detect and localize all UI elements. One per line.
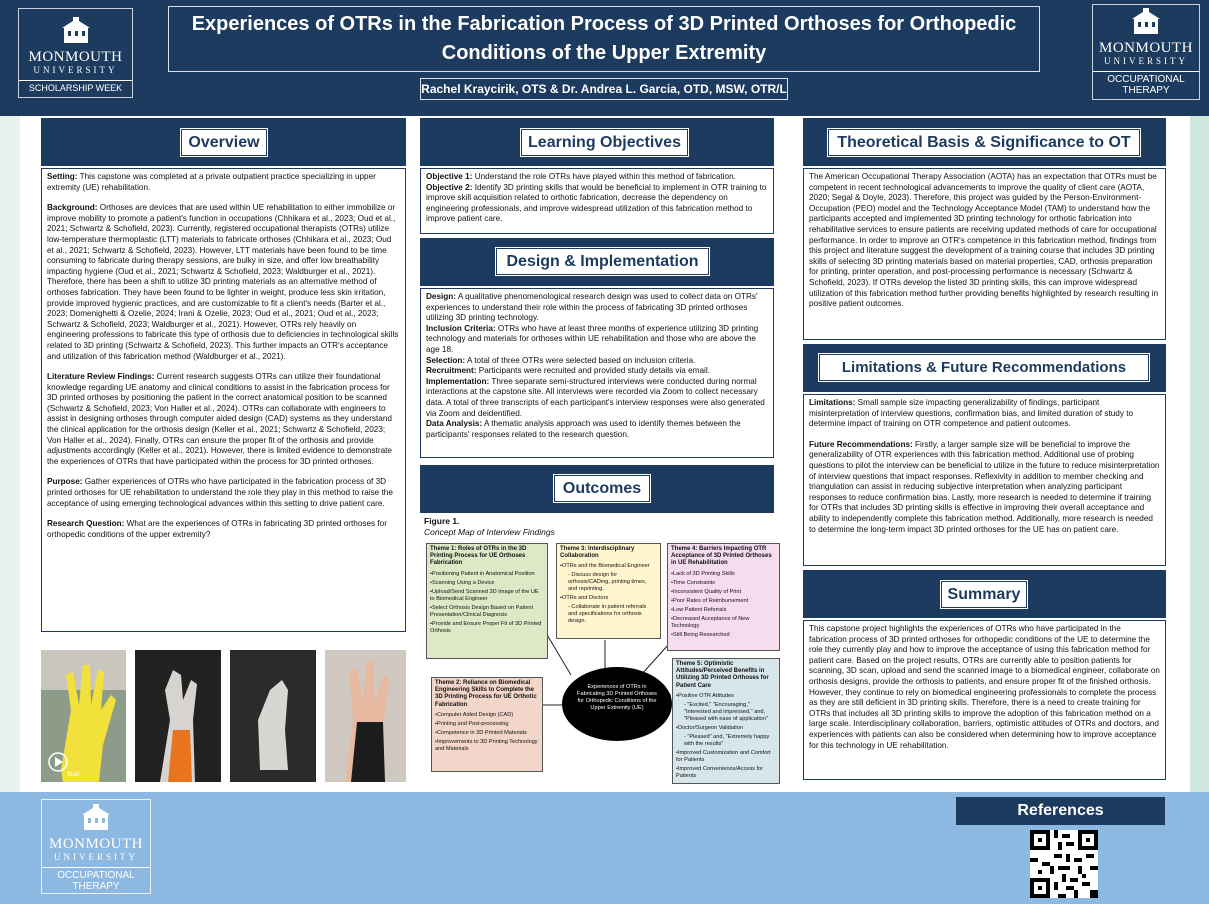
logo-tag [1093, 71, 1199, 96]
theme-4-item: • Inconsistent Quality of Print [671, 589, 776, 596]
theme-1-box [426, 543, 548, 659]
theme-1-item: • Positioning Patient in Anatomical Position [430, 571, 544, 578]
logo-sub: UNIVERSITY [33, 65, 118, 75]
theme-4-item: • Poor Rates of Reimbursement [671, 598, 776, 605]
theme-5-subitem: - "Pleased" and, "Extremely happy with the results" [676, 734, 776, 748]
future-recs-value: Firstly, a larger sample size will be beneficial to improve the generalizability of OTR experiences with this fabrication method. Additional use of probing questions to pilot the interview can be beneficial to utilize in the future to reduce misinterpretation of interview questions that impact responses. Reflexivity in addition to member checking and triangulation can assist in reducing subjective interpretation when analyzing participant responses to reduce confirmation bias. Lastly, more research is needed to determine if training for OTRs that includes 3D printing skills is effective in improving their overall acceptance and ability to independently complete this fabrication method. Additionally, more research is needed to determine the long-term impact 3D printed orthoses for the UE has on patient care. [809, 439, 1160, 534]
limitations-value: Small sample size impacting generalizability of findings, participant misinterpretation of interview questions, confirmation bias, and limited duration of study to determine impact of training on OTR competence and patient outcomes. [809, 398, 1134, 429]
theme-1-item: • Scanning Using a Device [430, 580, 544, 587]
limitations-heading-bar [803, 344, 1166, 392]
theory-heading: Theoretical Basis & Significance to OT [828, 129, 1140, 156]
logo-sub: UNIVERSITY [1104, 56, 1188, 66]
outcomes-heading-bar [420, 465, 774, 513]
overview-heading: Overview [181, 129, 267, 156]
lit-review-label: Literature Review Findings: [47, 372, 155, 382]
theme-1-title: Theme 1: Roles of OTRs in the 3D Printing Process for UE Orthoses Fabrication [430, 546, 527, 567]
summary-heading: Summary [941, 581, 1027, 608]
concept-map-center: Experiences of OTRs in Fabricating 3D Printed Orthoses for Orthopedic Conditions of the Upper Extremity (UE) [562, 667, 672, 741]
theme-3-box [556, 543, 661, 639]
theme-3-subitem: - Discuss design for orthosis/CADing, printing times, and reprinting. [560, 572, 657, 593]
logo-tag [42, 867, 150, 892]
figure-caption [424, 516, 555, 538]
theme-4-item: • Low Patient Referrals [671, 607, 776, 614]
logo-tag-line2: THERAPY [1122, 85, 1170, 96]
objective-2-text: Identify 3D printing skills that would be beneficial to implement in OTR training to improve skill acquisition related to orthotic fabrication, decrease the dependency on engineering professionals, and improve widespread utilization of this fabrication method to improve patient care. [426, 182, 767, 224]
logo-name: MONMOUTH [49, 836, 143, 852]
objective-1-label: Objective 1: [426, 172, 473, 181]
recruitment-label: Recruitment: [426, 366, 477, 376]
theme-5-item: • Improved Customization and Comfort for Patients [676, 750, 776, 764]
university-logo-footer [41, 799, 151, 894]
university-logo-left [18, 8, 133, 98]
photo-3d-orthosis-render [230, 650, 316, 782]
purpose-text: Gather experiences of OTRs who have participated in the fabrication process of 3D printed orthoses for UE rehabilitation to understand the role they play in this method to raise the acceptance of using emerging technological advances within this setting to drive patient care. [47, 477, 393, 508]
theme-3-title: Theme 3: Interdisciplinary Collaboration [560, 546, 635, 560]
setting-label: Setting: [47, 172, 78, 181]
photo-hand-video[interactable] [41, 650, 126, 782]
future-recs-label: Future Recommendations: [809, 439, 913, 449]
theme-1-item: • Select Orthosis Design Based on Patient Presentation/Clinical Diagnosis [430, 605, 544, 619]
recruitment-value: Participants were recruited and provided study details via email. [476, 366, 710, 376]
overview-heading-bar [41, 118, 406, 166]
logo-tag-line1: OCCUPATIONAL [57, 870, 135, 881]
objectives-heading-bar [420, 118, 774, 166]
research-question-text: What are the experiences of OTRs in fabricating 3D printed orthoses for orthopedic conditions of the upper extremity? [47, 519, 387, 539]
theme-3-subitem: - Collaborate in patient referrals and specifications for orthosis design. [560, 604, 657, 625]
theme-5-box [672, 658, 780, 784]
right-margin [1190, 116, 1209, 792]
building-icon [1129, 8, 1163, 36]
theory-heading-bar [803, 118, 1166, 166]
setting-text: This capstone was completed at a private outpatient practice specializing in upper extremity (UE) rehabilitation. [47, 172, 376, 192]
limitations-text [803, 394, 1166, 566]
design-text [420, 288, 774, 458]
poster-title [168, 6, 1040, 72]
theme-5-item: • Positive OTR Attitudes [676, 693, 776, 700]
logo-tag: SCHOLARSHIP WEEK [19, 80, 132, 93]
building-icon [79, 804, 113, 832]
inclusion-value: OTRs who have at least three months of experience utilizing 3D printing technology and materials for orthoses within UE rehabilitation and those who are above the age 18. [426, 323, 759, 354]
limitations-heading: Limitations & Future Recommendations [819, 354, 1149, 381]
design-heading-bar [420, 238, 774, 286]
theme-3-item: • OTRs and Doctors [560, 595, 657, 602]
purpose-label: Purpose: [47, 477, 83, 487]
theme-4-item: • Decreased Acceptance of New Technology [671, 616, 776, 630]
implementation-value: Three separate semi-structured interviews were conducted during normal interactions at the capstone site. All interviews were recorded via Zoom to collect necessary data. A total of three transcripts of each participant's interview responses were also generated via Zoom and deidentified. [426, 376, 765, 418]
logo-name: MONMOUTH [1099, 40, 1193, 56]
poster-authors: Rachel Kraycirik, OTS & Dr. Andrea L. Garcia, OTD, MSW, OTR/L [420, 78, 788, 100]
design-label: Design: [426, 292, 457, 301]
selection-value: A total of three OTRs were selected based on inclusion criteria. [465, 355, 696, 365]
summary-text [803, 620, 1166, 780]
theme-1-item: • Upload/Send Scanned 3D Image of the UE to Biomedical Engineer [430, 589, 544, 603]
theme-2-item: • Improvements to 3D Printing Technology and Materials [435, 739, 539, 753]
research-question-label: Research Question: [47, 519, 125, 529]
lit-review-text: Current research suggests OTRs can utilize their foundational knowledge regarding UE anatomy and clinical conditions to assist in the fabrication process for 3D printed orthoses by positioning the patient in the correct anatomical position to be scanned (Schwartz & Schofield, 2023; Von Haller et al., 2024). OTRs can collaborate with engineers to assist in designing orthoses through computer aided design (CAD) systems as they understand the clinical application for the orthosis design (Keller et al., 2021; Schwartz & Schofield, 2023; Von Haller et al., 2024). Finally, OTRs can ensure the proper fit of the orthosis and provide adjustments accordingly (Keller et al., 2021). However, there is limited evidence to demonstrate the experiences of OTRs that have participated within the process for 3D printed orthoses. [47, 372, 392, 466]
video-start-label: Start [67, 772, 80, 778]
logo-tag-line2: THERAPY [72, 881, 120, 892]
building-icon [59, 17, 93, 45]
theme-4-title: Theme 4: Barriers Impacting OTR Acceptance of 3D Printed Orthoses in UE Rehabilitation [671, 546, 772, 567]
theme-3-item: • OTRs and the Biomedical Engineer [560, 563, 657, 570]
theme-5-title: Theme 5: Optimistic Attitudes/Perceived Benefits in Utilizing 3D Printed Orthoses for Patient Care [676, 661, 769, 689]
theme-2-item: • Competence in 3D Printed Materials [435, 730, 539, 737]
theme-5-list [676, 693, 776, 780]
theme-2-box [431, 677, 543, 772]
background-label: Background: [47, 203, 98, 213]
photo-3d-scan-model [135, 650, 221, 782]
summary-paragraph: This capstone project highlights the experiences of OTRs who have participated in the fabrication process of 3D printed orthoses for orthopedic conditions of the UE to determine the role they currently play and how to improve the acceptance of using this fabrication method for patient care. Based on the project results, OTRs are currently able to position patients for scanning, 3D scan, upload and send the scanned image to a biomedical engineer, collaborate on orthosis designs, provide the orthosis to patients, and ensure proper fit of the finished orthosis. However, they continue to rely on biomedical engineering professionals to complete the process as they are still deficient in 3D printing skills. Therefore, there is a need to create training for OTRs that includes all 3D printing skills to improve the adoption of this fabrication method on a large scale. Interdisciplinary collaboration, barriers, optimistic attitudes of OTRs and doctors, and experiences with patients can also be considered when determining how to improve acceptance for this technology in UE rehabilitation. [809, 624, 1160, 750]
logo-tag-line1: OCCUPATIONAL [1107, 74, 1185, 85]
data-analysis-value: A thematic analysis approach was used to identify themes between the participants' responses related to the research question. [426, 419, 741, 439]
inclusion-label: Inclusion Criteria: [426, 323, 496, 333]
objective-1-text: Understand the role OTRs have played within this method of fabrication. [472, 172, 736, 181]
theme-5-item: • Doctor/Surgeon Validation [676, 725, 776, 732]
references-heading: References [956, 797, 1165, 825]
title-line-2: Conditions of the Upper Extremity [441, 42, 767, 64]
left-margin [0, 116, 20, 792]
implementation-label: Implementation: [426, 376, 490, 386]
objectives-heading: Learning Objectives [521, 129, 688, 156]
theme-1-list [430, 571, 544, 635]
theory-paragraph: The American Occupational Therapy Association (AOTA) has an expectation that OTRs must be competent in recent technological advancements to improve the quality of client care (AOTA, 2020; Segal & Doyle, 2023). Therefore, this project was guided by the Person-Environment-Occupation (PEO) model and the Technology Acceptance Model (TAM) to understand how the participants accepted and implemented 3D printing technology for orthotic fabrication into rehabilitative services to ensure patients are receiving updated methods of care for occupational performance. In order to improve an OTR's competence in this fabrication method, findings from this project and literature suggest the development of a training course that includes 3D printing skills of selecting 3D printing materials based on material properties, CAD, orthosis preparation for printing, printer operation, and post-processing performance is necessary (Schwartz & Schofield, 2023). If OTRs develop the listed 3D printing skills, this can improve widespread utilization of this fabrication method further providing benefits highlighted by research resulting in positive patient outcomes. [809, 172, 1159, 309]
limitations-label: Limitations: [809, 398, 856, 407]
theme-2-list [435, 712, 539, 753]
objective-2-label: Objective 2: [426, 182, 473, 192]
logo-sub: UNIVERSITY [54, 852, 138, 862]
theme-2-title: Theme 2: Reliance on Biomedical Engineering Skills to Complete the 3D Printing Process for UE Orthotic Fabrication [435, 680, 537, 708]
photo-printed-orthosis [325, 650, 406, 782]
theory-text [803, 168, 1166, 340]
university-logo-right [1092, 4, 1200, 100]
theme-3-list [560, 563, 657, 625]
figure-title: Concept Map of Interview Findings [424, 527, 555, 537]
summary-heading-bar [803, 570, 1166, 618]
design-value: A qualitative phenomenological research design was used to collect data on OTRs' experiences to understand their role within the process of fabricating 3D printed orthoses utilizing 3D printing technology. [426, 292, 758, 323]
theme-2-item: • Printing and Post-processing [435, 721, 539, 728]
overview-text [41, 168, 406, 632]
theme-5-subitem: - "Excited," "Encouraging," "Interested and impressed," and, "Pleased with ease of application" [676, 702, 776, 723]
background-text: Orthoses are devices that are used within UE rehabilitation to either immobilize or improve mobility to promote a patient's function in occupations (Chhikara et al., 2023; Oud et al., 2021; Schwartz & Schofield, 2023). Currently, registered occupational therapists (OTRs) utilize low-temperature thermoplastic (LTT) materials to fabricate orthoses (Chhikara et al., 2023; Oud et al., 2021; Schwartz & Schofield, 2023). However, LTT materials have been found to be time consuming to fabricate during therapy sessions, are bulky in size, and offer low breathability impacting hygiene (Oud et al., 2021; Schwartz & Schofield, 2023; Waldburger et al., 2021). Therefore, there has been a shift to utilize 3D printing materials as an alternative method of orthoses fabrication. They have been found to be lighter in weight, produce less skin irritation, provide improved hygienic practices, and are customizable to fit a client's needs (Barter et al., 2023; Domenighetti & Ozelie, 2024; Irani & Ozelie, 2023; Oud et al., 2021; Oud et al., 2023; Schwartz & Schofield, 2023; Waldburger et al., 2021). However, OTRs rely heavily on engineering professions to fabricate this type of orthosis due to deficiencies in technological skills related to 3D printing (Schwartz & Schofield, 2023). This further impacts an OTR's acceptance and utilization of this fabrication method (Waldburger et al., 2021). [47, 203, 399, 361]
references-qr-code[interactable] [1030, 830, 1098, 898]
design-heading: Design & Implementation [496, 248, 709, 275]
theme-4-box [667, 543, 780, 651]
theme-4-item: • Still Being Researched [671, 632, 776, 639]
logo-name: MONMOUTH [28, 49, 123, 65]
theme-4-item: • Lack of 3D Printing Skills [671, 571, 776, 578]
theme-5-item: • Improved Convenience/Access for Patients [676, 766, 776, 780]
outcomes-heading: Outcomes [554, 475, 650, 502]
theme-4-item: • Time Constraints [671, 580, 776, 587]
figure-label: Figure 1. [424, 516, 460, 526]
selection-label: Selection: [426, 355, 466, 365]
theme-1-item: • Provide and Ensure Proper Fit of 3D Printed Orthosis [430, 621, 544, 635]
data-analysis-label: Data Analysis: [426, 419, 483, 429]
theme-2-item: • Computer Aided Design (CAD) [435, 712, 539, 719]
objectives-text [420, 168, 774, 234]
title-line-1: Experiences of OTRs in the Fabrication Process of 3D Printed Orthoses for Orthopedic [191, 13, 1017, 35]
theme-4-list [671, 571, 776, 639]
